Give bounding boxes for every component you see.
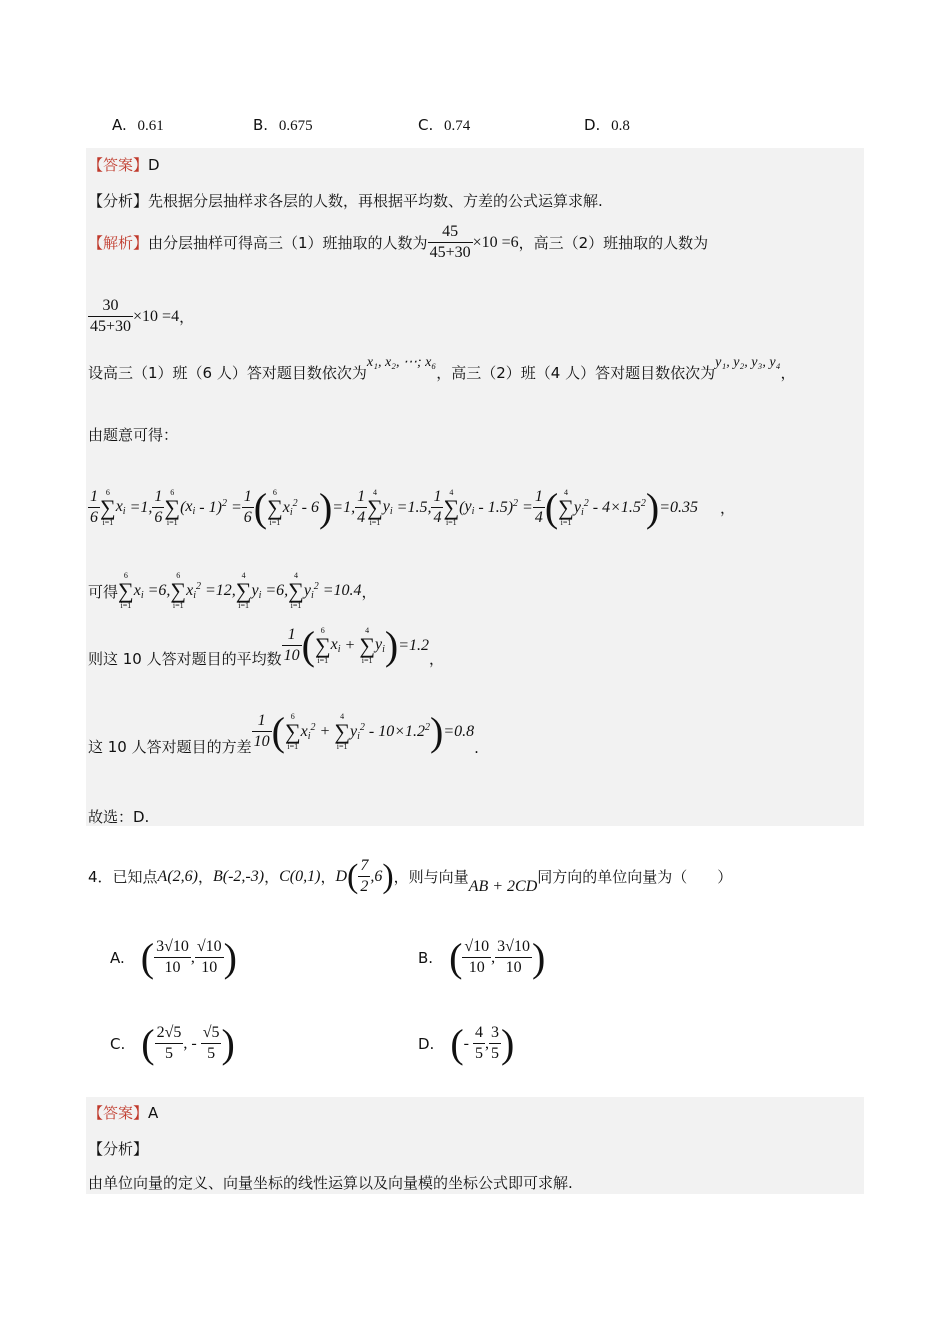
analysis-text: 由单位向量的定义、向量坐标的线性运算以及向量模的坐标公式即可求解. <box>88 1174 573 1192</box>
solution-line-2 <box>88 296 194 337</box>
setup-line <box>88 355 796 383</box>
answer-value: A <box>148 1104 159 1122</box>
option-a <box>112 116 164 135</box>
option-b <box>253 116 313 135</box>
mean-tail: ， <box>429 650 445 668</box>
sums-text: 可得 <box>88 582 119 601</box>
solution-after: ，高三（2）班抽取的人数为 <box>518 234 709 252</box>
variance-line <box>88 709 479 759</box>
given-line <box>88 424 178 445</box>
q4-number: 4．已知点 <box>88 868 158 886</box>
answer-value: D <box>148 156 160 174</box>
separator: ， <box>264 868 280 886</box>
option-value: 0.74 <box>444 118 471 134</box>
denominator: 45+30 <box>90 318 132 335</box>
question-tail: 同方向的单位向量为（ ） <box>537 868 733 886</box>
q4-analysis-text-line <box>88 1172 573 1193</box>
variance-tail: . <box>474 739 479 757</box>
q4-option-d: D. ( - $\frac{4}{5}$ , $\frac{3}{5}$ ) <box>418 1021 515 1066</box>
analysis-line <box>88 190 603 211</box>
option-value: 0.8 <box>611 118 630 134</box>
given-text: 由题意可得： <box>88 426 179 444</box>
option-label: B. <box>253 116 269 134</box>
point-b: B(-2,-3) <box>213 867 265 885</box>
numerator: 30 <box>88 296 133 317</box>
denominator: 45+30 <box>429 244 471 261</box>
x-sequence: x₁, x₂, ⋯; x₆ <box>366 355 437 370</box>
sums-tail: ， <box>361 582 377 601</box>
eq2-tail: ， <box>179 308 195 326</box>
numerator: 45 <box>428 222 473 243</box>
option-label: A. <box>110 948 125 967</box>
option-value: 0.675 <box>278 118 313 134</box>
option-label: C. <box>418 116 434 134</box>
answer-tag: 【答案】 <box>88 1104 149 1122</box>
vector-expression: AB + 2CD <box>468 877 538 895</box>
analysis-tag: 【分析】 <box>88 192 149 210</box>
choose-line <box>88 806 149 827</box>
option-c <box>418 116 470 135</box>
separator: ， <box>197 868 213 886</box>
variance-value: =0.8 <box>443 722 475 740</box>
option-label: D. <box>418 1034 435 1053</box>
y-sequence: y₁, y₂, y₃, y₄ <box>715 355 781 370</box>
setup-text-b: ，高三（2）班（4 人）答对题目数依次为 <box>436 364 716 382</box>
answer-line <box>88 154 160 175</box>
option-label: D. <box>584 116 601 134</box>
mean-line <box>88 623 445 677</box>
solution-tag: 【解析】 <box>88 234 149 252</box>
fraction-45 <box>428 222 473 263</box>
solution-line-1 <box>88 222 708 263</box>
variance-equation: $\frac{1}{10}$ ( 6 ∑ i=1 $x_i^2$ + 4 ∑ i=1 $y_i^2$ - $10\times 1.2^2$ ) =0.8 <box>253 709 475 754</box>
setup-text-a: 设高三（1）班（6 人）答对题目数依次为 <box>88 364 367 382</box>
mean-value: =1.2 <box>398 636 430 654</box>
q4-answer-line <box>88 1102 158 1123</box>
sums-line <box>88 572 377 610</box>
point-c: C(0,1) <box>279 867 321 885</box>
option-value: 0.61 <box>137 118 164 134</box>
choose-text: 故选：D. <box>88 808 150 826</box>
q4-option-c: C. ( $\frac{2√5}{5}$ , - $\frac{√5}{5}$ ) <box>110 1021 235 1066</box>
point-a: A(2,6) <box>157 867 198 885</box>
given-equation: $\frac{1}{6}$ 6 ∑ i=1 $x_i$ =1, $\frac{1}{6}$ 6 ∑ i=1 ( $x_i$ - 1)$^2$ = $\frac{1}{6}$ ( 6 ∑ i=1 $x_i^2$ - 6 ) =1, $\frac{1}{4}$ 4 ∑ i=1 $y_i$ =1.5, $\frac{1}{4}$ 4 ∑ i=1 ( $y_i$ - 1.5)$^2$ = $\frac{1}{4}$ ( 4 ∑ i=1 $y_i^2$ - $4\times 1.5^2$ ) =0.35 ， <box>90 485 735 530</box>
mean-text: 则这 10 人答对题目的平均数 <box>88 650 282 668</box>
q4-option-b: B. ( $\frac{√10}{10}$ , $\frac{3√10}{10}$ ) <box>418 935 546 980</box>
eq1-rest: ×10 =6 <box>472 233 519 251</box>
separator: ， <box>320 868 336 886</box>
after-points: ，则与向量 <box>393 868 469 886</box>
solution-text: 由分层抽样可得高三（1）班抽取的人数为 <box>148 234 428 252</box>
analysis-text: 先根据分层抽样求各层的人数，再根据平均数、方差的公式运算求解. <box>148 192 603 210</box>
eq2-rest: ×10 =4 <box>133 307 180 325</box>
variance-text: 这 10 人答对题目的方差 <box>88 738 252 756</box>
option-label: B. <box>418 948 434 967</box>
q4-option-a: A. ( $\frac{3√10}{10}$ , $\frac{√10}{10}$ ) <box>110 935 237 980</box>
option-label: C. <box>110 1034 126 1053</box>
setup-tail: ， <box>780 364 796 382</box>
option-d <box>584 116 630 135</box>
fraction-30 <box>88 296 133 337</box>
analysis-tag: 【分析】 <box>88 1140 149 1158</box>
mean-equation: $\frac{1}{10}$ ( 6 ∑ i=1 $x_i$ + 4 ∑ i=1 $y_i$ ) =1.2 <box>283 623 430 668</box>
answer-tag: 【答案】 <box>88 156 149 174</box>
option-label: A. <box>112 116 127 134</box>
sums-equation: 6 ∑ i=1 $x_i$ =6, 6 ∑ i=1 $x_i^2$ =12, 4 ∑ i=1 $y_i$ =6, 4 ∑ i=1 $y_i^2$ =10.4 <box>118 571 362 610</box>
q4-analysis-tag-line <box>88 1138 148 1159</box>
q4-question <box>88 856 732 897</box>
point-d: D ( $\frac{7}{2}$ ,6 ) <box>335 857 394 895</box>
